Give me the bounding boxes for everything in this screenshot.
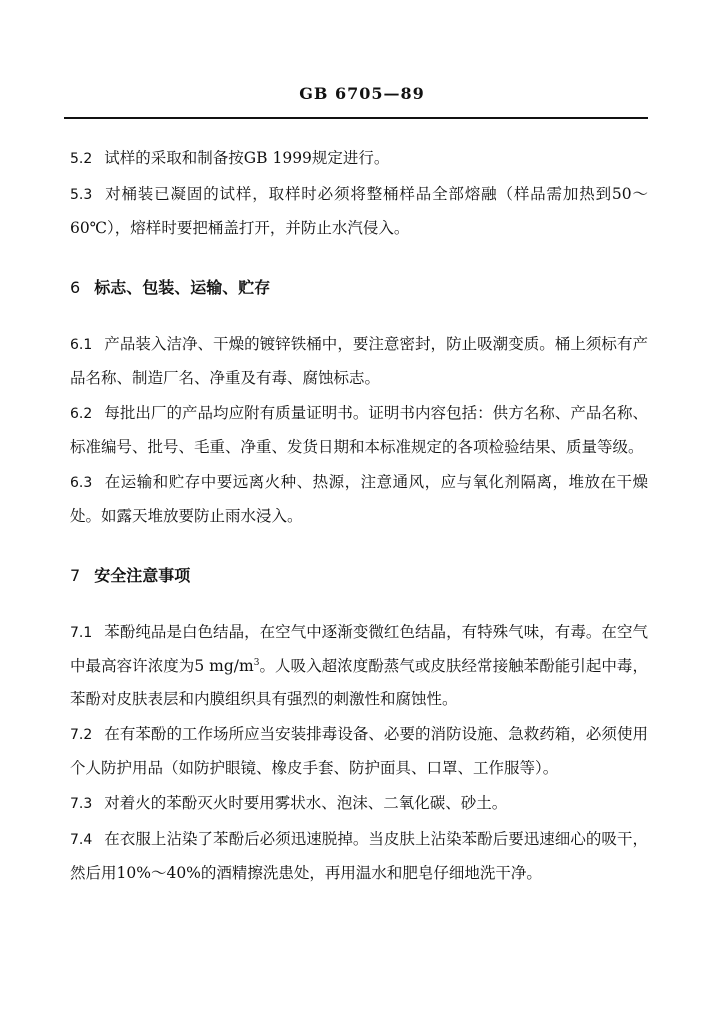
clause-7-4 [70, 823, 648, 890]
unit-superscript: 3 [253, 657, 260, 668]
clause-number: 7.4 [70, 832, 93, 848]
clause-text: 在有苯酚的工作场所应当安装排毒设备、必要的消防设施、急救药箱，必须使用个人防护用品（如防护眼镜、橡皮手套、防护面具、口罩、工作服等）。 [70, 725, 648, 777]
section-number: 6 [70, 278, 81, 297]
clause-number: 5.3 [70, 187, 93, 203]
standard-number-header: GB 6705—89 [299, 84, 425, 103]
section-heading-6 [70, 271, 648, 304]
clause-number: 5.2 [70, 151, 93, 167]
clause-text-continued: 。人吸入超浓度酚蒸气或皮肤经常接触苯酚能引起中毒，苯酚对皮肤表层和内膜组织具有强烈的刺激性和腐蚀性。 [70, 657, 648, 708]
clause-6-1 [70, 328, 648, 395]
clause-7-2 [70, 718, 648, 785]
clause-text: 每批出厂的产品均应附有质量证明书。证明书内容包括：供方名称、产品名称、标准编号、批号、毛重、净重、发货日期和本标准规定的各项检验结果、质量等级。 [70, 404, 648, 456]
clause-text: 对桶装已凝固的试样，取样时必须将整桶样品全部熔融（样品需加热到50～60℃），熔样时要把桶盖打开，并防止水汽侵入。 [70, 185, 648, 237]
clause-5-2 [70, 142, 648, 176]
clause-7-1 [70, 616, 648, 716]
clause-6-3 [70, 466, 648, 533]
clause-5-3 [70, 178, 648, 245]
clause-6-2 [70, 397, 648, 464]
header-rule [64, 117, 648, 119]
clause-number: 7.1 [70, 625, 93, 641]
clause-text: 试样的采取和制备按GB 1999规定进行。 [104, 149, 390, 167]
clause-text: 产品装入洁净、干燥的镀锌铁桶中，要注意密封，防止吸潮变质。桶上须标有产品名称、制造厂名、净重及有毒、腐蚀标志。 [70, 335, 648, 387]
clause-text: 在运输和贮存中要远离火种、热源，注意通风，应与氧化剂隔离，堆放在干燥处。如露天堆放要防止雨水浸入。 [70, 473, 648, 525]
clause-7-3 [70, 787, 648, 821]
section-title: 安全注意事项 [94, 566, 191, 585]
clause-text: 苯酚纯品是白色结晶，在空气中逐渐变微红色结晶，有特殊气味，有毒。在空气中最高容许浓度为5 mg/m [70, 623, 648, 675]
document-body [70, 140, 648, 892]
section-title: 标志、包装、运输、贮存 [94, 278, 271, 297]
clause-text: 在衣服上沾染了苯酚后必须迅速脱掉。当皮肤上沾染苯酚后要迅速细心的吸干，然后用10%～40%的酒精擦洗患处，再用温水和肥皂仔细地洗干净。 [70, 830, 648, 882]
clause-number: 6.2 [70, 406, 93, 422]
clause-number: 6.3 [70, 475, 93, 491]
clause-text: 对着火的苯酚灭火时要用雾状水、泡沫、二氧化碳、砂土。 [104, 794, 508, 812]
section-heading-7 [70, 559, 648, 592]
clause-number: 7.3 [70, 796, 93, 812]
clause-number: 6.1 [70, 337, 93, 353]
section-number: 7 [70, 566, 81, 585]
clause-number: 7.2 [70, 727, 93, 743]
